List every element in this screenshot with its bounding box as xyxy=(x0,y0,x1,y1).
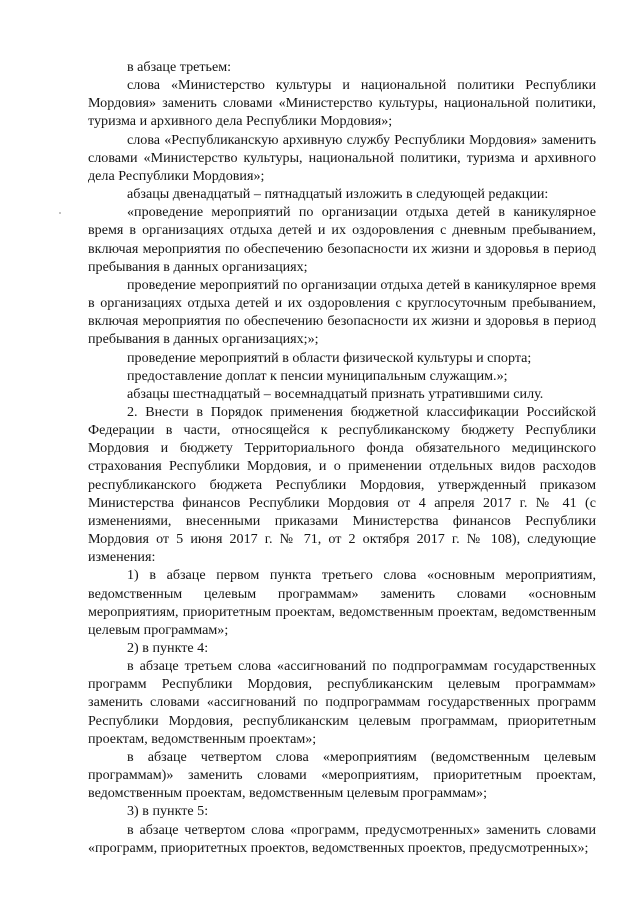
paragraph-3: слова «Республиканскую архивную службу Республики Мордовия» заменить словами «Министерство культуры, национальной политики, туризма и архивного дела Республики Мордовия»; xyxy=(88,131,596,184)
paragraph-10: 2. Внести в Порядок применения бюджетной классификации Российской Федерации в части, относящейся к республиканскому бюджету Республики Мордовия и бюджету Территориального фонда обязательного медицинского страхования Республики Мордовия, и о применении отдельных видов расходов республиканского бюджета Республики Мордовия, утвержденный приказом Министерства финансов Республики Мордовия от 4 апреля 2017 г. № 41 (с изменениями, внесенными приказами Министерства финансов Республики Мордовия от 5 июня 2017 г. № 71, от 2 октября 2017 г. № 108), следующие изменения: xyxy=(88,403,596,566)
scan-artifact xyxy=(59,212,61,214)
paragraph-15: 3) в пункте 5: xyxy=(127,803,209,820)
paragraph-11: 1) в абзаце первом пункта третьего слова «основным мероприятиям, ведомственным целевым программам» заменить словами «основным мероприятиям, приоритетным проектам, ведомственным проектам, ведомственным целевым программам»; xyxy=(88,567,596,638)
paragraph-8: предоставление доплат к пенсии муниципальным служащим.»; xyxy=(127,367,508,384)
paragraph-16: в абзаце четвертом слова «программ, предусмотренных» заменить словами «программ, приоритетных проектов, ведомственных проектов, предусмотренных»; xyxy=(88,821,596,856)
paragraph-2: слова «Министерство культуры и национальной политики Республики Мордовия» заменить словами «Министерство культуры, национальной политики, туризма и архивного дела Республики Мордовия»; xyxy=(88,77,596,130)
paragraph-14: в абзаце четвертом слова «мероприятиям (ведомственным целевым программам)» заменить словами «мероприятиям, приоритетным проектам, ведомственным проектам, ведомственным целевым программам»; xyxy=(88,748,596,802)
paragraph-5: «проведение мероприятий по организации отдыха детей в каникулярное время в организациях отдыха детей и их оздоровления с дневным пребыванием, включая мероприятия по обеспечению безопасности их жизни и здоровья в период пребывания в данных организациях; xyxy=(88,204,596,275)
paragraph-12: 2) в пункте 4: xyxy=(127,640,209,656)
paragraph-9: абзацы шестнадцатый – восемнадцатый признать утратившими силу. xyxy=(127,385,544,402)
paragraph-4: абзацы двенадцатый – пятнадцатый изложить в следующей редакции: xyxy=(127,186,549,203)
paragraph-7: проведение мероприятий в области физической культуры и спорта; xyxy=(127,349,532,366)
paragraph-1: в абзаце третьем: xyxy=(127,59,232,75)
paragraph-6: проведение мероприятий по организации отдыха детей в каникулярное время в организациях отдыха детей и их оздоровления с круглосуточным пребыванием, включая мероприятия по обеспечению безопасности их жизни и здоровья в период пребывания в данных организациях;»; xyxy=(88,276,596,348)
paragraph-13: в абзаце третьем слова «ассигнований по подпрограммам государственных программ Республики Мордовия, республиканским целевым программам» заменить словами «ассигнований по подпрограммам государственных программ Республики Мордовия, республиканским целевым программам, приоритетным проектам, ведомственным проектам»; xyxy=(88,658,596,747)
